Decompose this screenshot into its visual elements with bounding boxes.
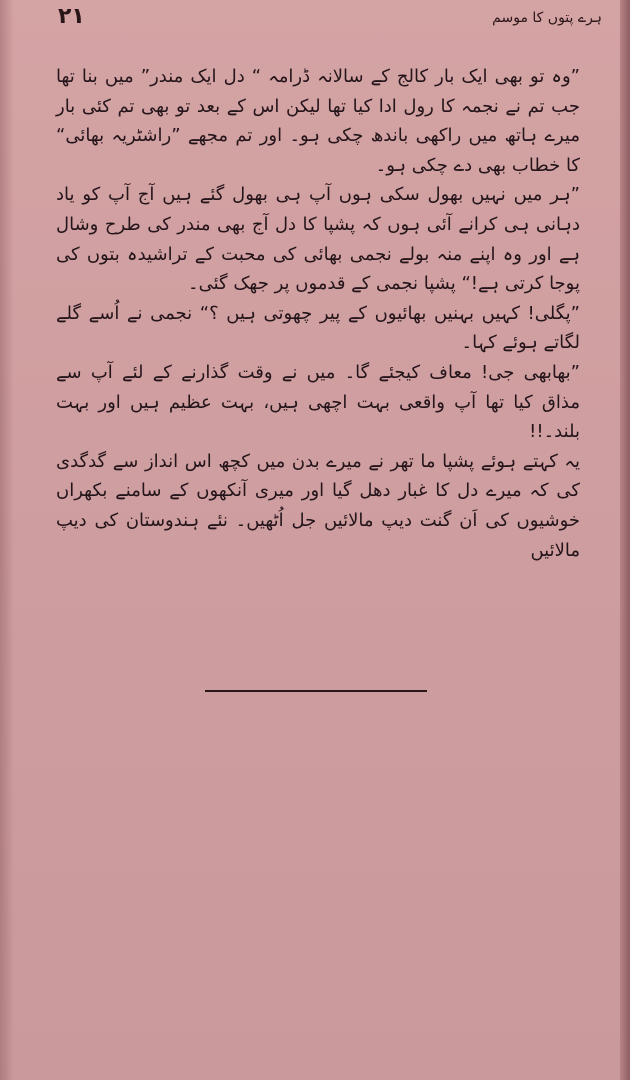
running-title: ہرے پتوں کا موسم (492, 10, 602, 26)
paragraph: ”وہ تو بھی ایک بار کالج کے سالانہ ڈرامہ “ دل ایک مندر” میں بنا تھا جب تم نے نجمہ کا رول ادا کیا تھا لیکن اس کے بعد تو بھی تم کئی بار میرے ہاتھ میں راکھی باندھ چکی ہو۔ اور تم مجھے ”راشٹریہ بھائی“ کا خطاب بھی دے چکی ہو۔ (56, 66, 580, 176)
paragraph: ”پگلی! کہیں بہنیں بھائیوں کے پیر چھوتی ہیں ؟“ نجمی نے اُسے گلے لگاتے ہوئے کہا۔ (56, 302, 580, 354)
body-text (56, 62, 580, 565)
book-spine-edge (620, 0, 630, 1080)
section-divider (205, 690, 427, 692)
paragraph: ”ہر میں نہیں بھول سکی ہوں آپ ہی بھول گئے ہیں آج آپ کو یاد دہانی ہی کرانے آئی ہوں کہ پشپا کا دل آج بھی مندر کی طرح وشال ہے اور وہ اپنے منہ بولے نجمی بھائی کی محبت کے تراشیدہ بتوں کی پوجا کرتی ہے!“ پشپا نجمی کے قدموں پر جھک گئی۔ (56, 184, 580, 295)
page-number: ۲۱ (58, 4, 85, 29)
paragraph: یہ کہتے ہوئے پشپا ما تھر نے میرے بدن میں کچھ اس انداز سے گدگدی کی کہ میرے دل کا غبار دھل گیا اور میری آنکھوں کے سامنے بکھراں خوشیوں کی اَن گنت دیپ مالائیں جل اُٹھیں۔ نئے ہندوستان کی دیپ مالائیں (56, 450, 580, 561)
page-header (0, 0, 630, 40)
paragraph: ”بھابھی جی! معاف کیجئے گا۔ میں نے وقت گذارنے کے لئے آپ سے مذاق کیا تھا آپ واقعی بہت اچھی ہیں، بہت عظیم ہیں اور بہت بلند۔!! (56, 361, 580, 443)
page-edge-shadow (0, 0, 14, 1080)
